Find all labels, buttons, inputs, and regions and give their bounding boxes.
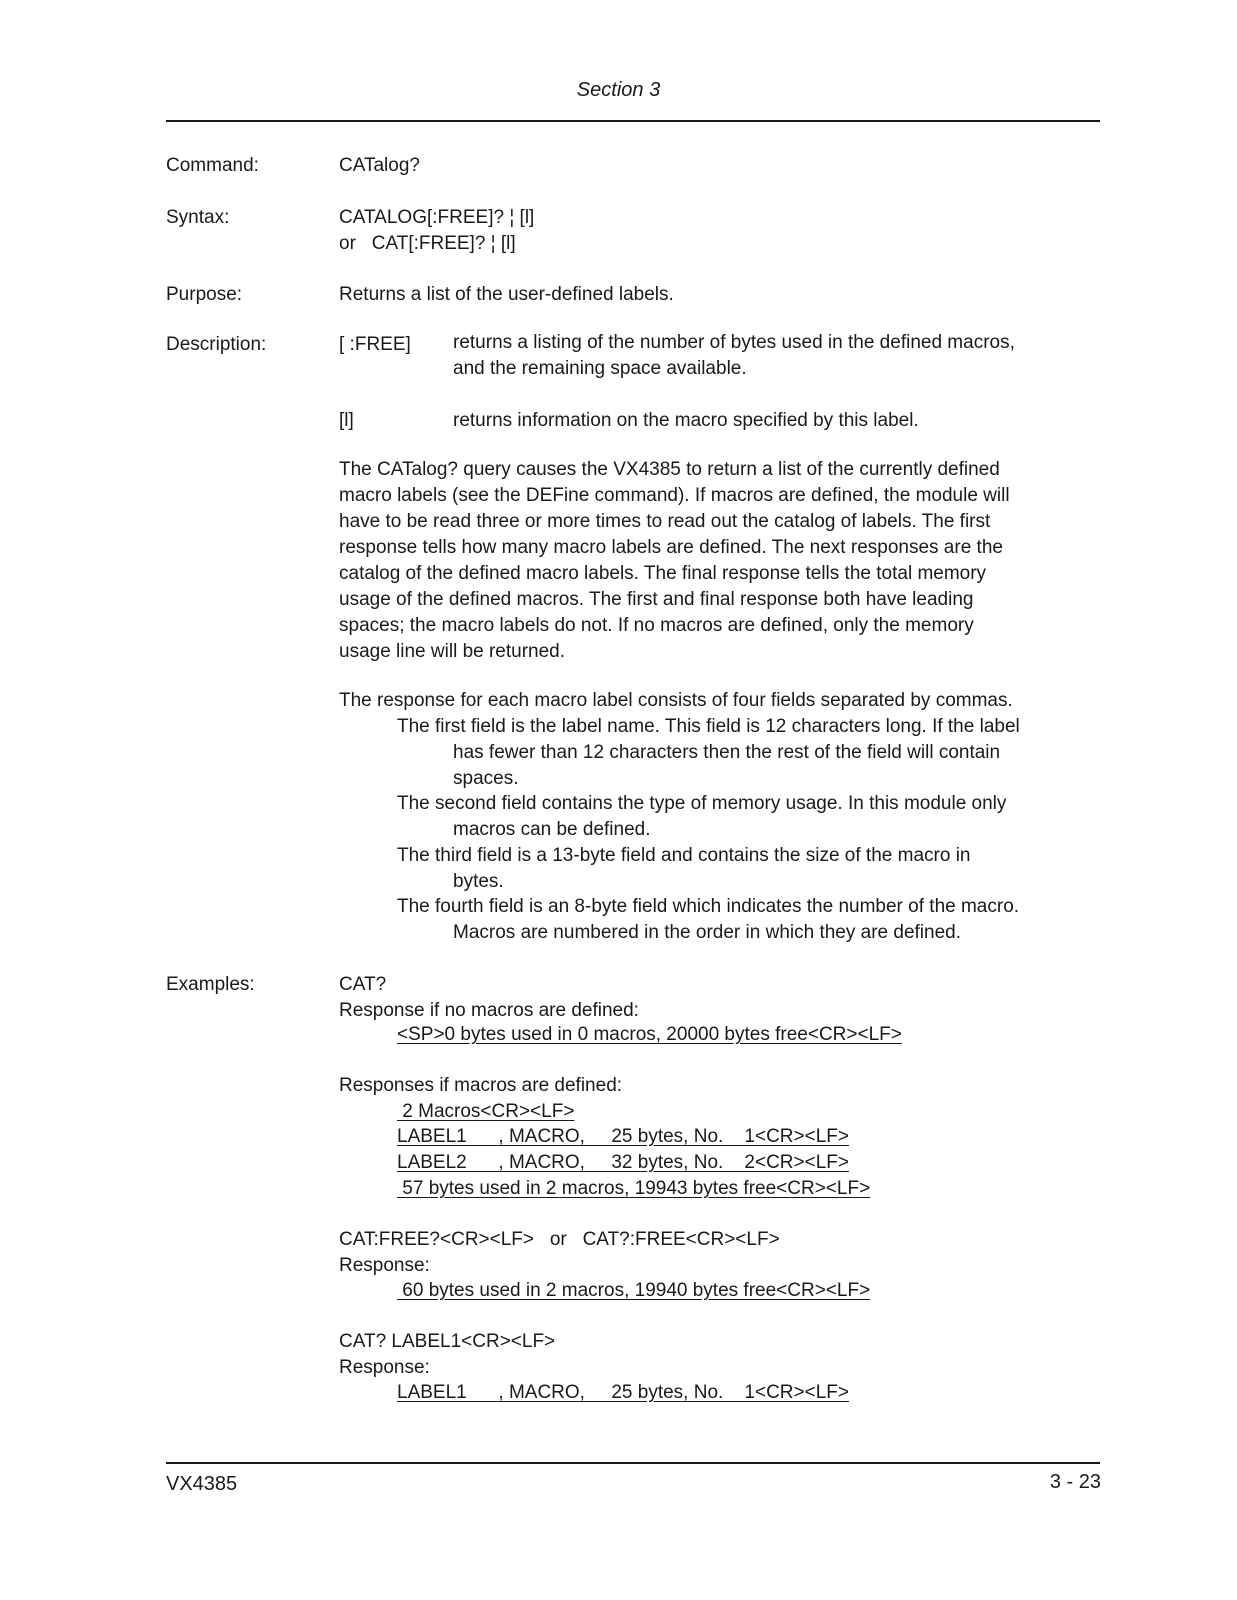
example-4-response: LABEL1 , MACRO, 25 bytes, No. 1<CR><LF> <box>397 1382 849 1403</box>
command-value: CATalog? <box>339 155 420 176</box>
field-line: The first field is the label name. This field is 12 characters long. If the label <box>397 716 1020 737</box>
para1-line: have to be read three or more times to read out the catalog of labels. The first <box>339 511 991 532</box>
field-line: bytes. <box>453 871 504 892</box>
example-4-response-label: Response: <box>339 1357 430 1378</box>
example-3-response-label: Response: <box>339 1255 430 1276</box>
para2-intro: The response for each macro label consists of four fields separated by commas. <box>339 690 1013 711</box>
field-line: The fourth field is an 8-byte field which indicates the number of the macro. <box>397 896 1020 917</box>
example-1-command: CAT? <box>339 974 387 995</box>
param-label-text: returns information on the macro specified by this label. <box>453 410 919 431</box>
field-line: spaces. <box>453 768 519 789</box>
field-line: The third field is a 13-byte field and contains the size of the macro in <box>397 845 971 866</box>
para1-line: usage line will be returned. <box>339 641 566 662</box>
field-line: macros can be defined. <box>453 819 651 840</box>
param-free-name: [ :FREE] <box>339 334 411 355</box>
description-label: Description: <box>166 334 267 355</box>
para1-line: macro labels (see the DEFine command). If macros are defined, the module will <box>339 485 1010 506</box>
purpose-text: Returns a list of the user-defined labels. <box>339 284 674 305</box>
para1-line: spaces; the macro labels do not. If no macros are defined, only the memory <box>339 615 974 636</box>
example-2-description: Responses if macros are defined: <box>339 1075 623 1096</box>
syntax-label: Syntax: <box>166 207 230 228</box>
section-header: Section 3 <box>576 79 661 101</box>
param-label-name: [l] <box>339 410 354 431</box>
para1-line: response tells how many macro labels are defined. The next responses are the <box>339 537 1003 558</box>
field-line: Macros are numbered in the order in which they are defined. <box>453 922 961 943</box>
example-4-command: CAT? LABEL1<CR><LF> <box>339 1331 556 1352</box>
example-2-response-line: LABEL1 , MACRO, 25 bytes, No. 1<CR><LF> <box>397 1126 849 1147</box>
footer-page-number: 3 - 23 <box>1049 1471 1101 1493</box>
param-free-text-2: and the remaining space available. <box>453 358 747 379</box>
example-1-description: Response if no macros are defined: <box>339 1000 639 1021</box>
footer-rule <box>166 1462 1100 1464</box>
example-2-response-line: LABEL2 , MACRO, 32 bytes, No. 2<CR><LF> <box>397 1152 849 1173</box>
param-free-text-1: returns a listing of the number of bytes used in the defined macros, <box>453 332 1015 353</box>
syntax-line-2: or CAT[:FREE]? ¦ [l] <box>339 233 516 254</box>
command-label: Command: <box>166 155 259 176</box>
examples-label: Examples: <box>166 974 255 995</box>
example-3-command: CAT:FREE?<CR><LF> or CAT?:FREE<CR><LF> <box>339 1229 780 1250</box>
para1-line: usage of the defined macros. The first and final response both have leading <box>339 589 974 610</box>
example-1-response: <SP>0 bytes used in 0 macros, 20000 bytes free<CR><LF> <box>397 1024 902 1045</box>
footer-product: VX4385 <box>166 1473 238 1495</box>
purpose-label: Purpose: <box>166 284 243 305</box>
example-2-response-line: 57 bytes used in 2 macros, 19943 bytes free<CR><LF> <box>397 1178 871 1199</box>
header-rule <box>166 120 1100 122</box>
field-line: The second field contains the type of memory usage. In this module only <box>397 793 1007 814</box>
para1-line: The CATalog? query causes the VX4385 to return a list of the currently defined <box>339 459 1000 480</box>
example-3-response: 60 bytes used in 2 macros, 19940 bytes free<CR><LF> <box>397 1280 871 1301</box>
syntax-line-1: CATALOG[:FREE]? ¦ [l] <box>339 207 535 228</box>
example-2-response-line: 2 Macros<CR><LF> <box>397 1101 575 1122</box>
para1-line: catalog of the defined macro labels. The final response tells the total memory <box>339 563 987 584</box>
field-line: has fewer than 12 characters then the rest of the field will contain <box>453 742 1001 763</box>
